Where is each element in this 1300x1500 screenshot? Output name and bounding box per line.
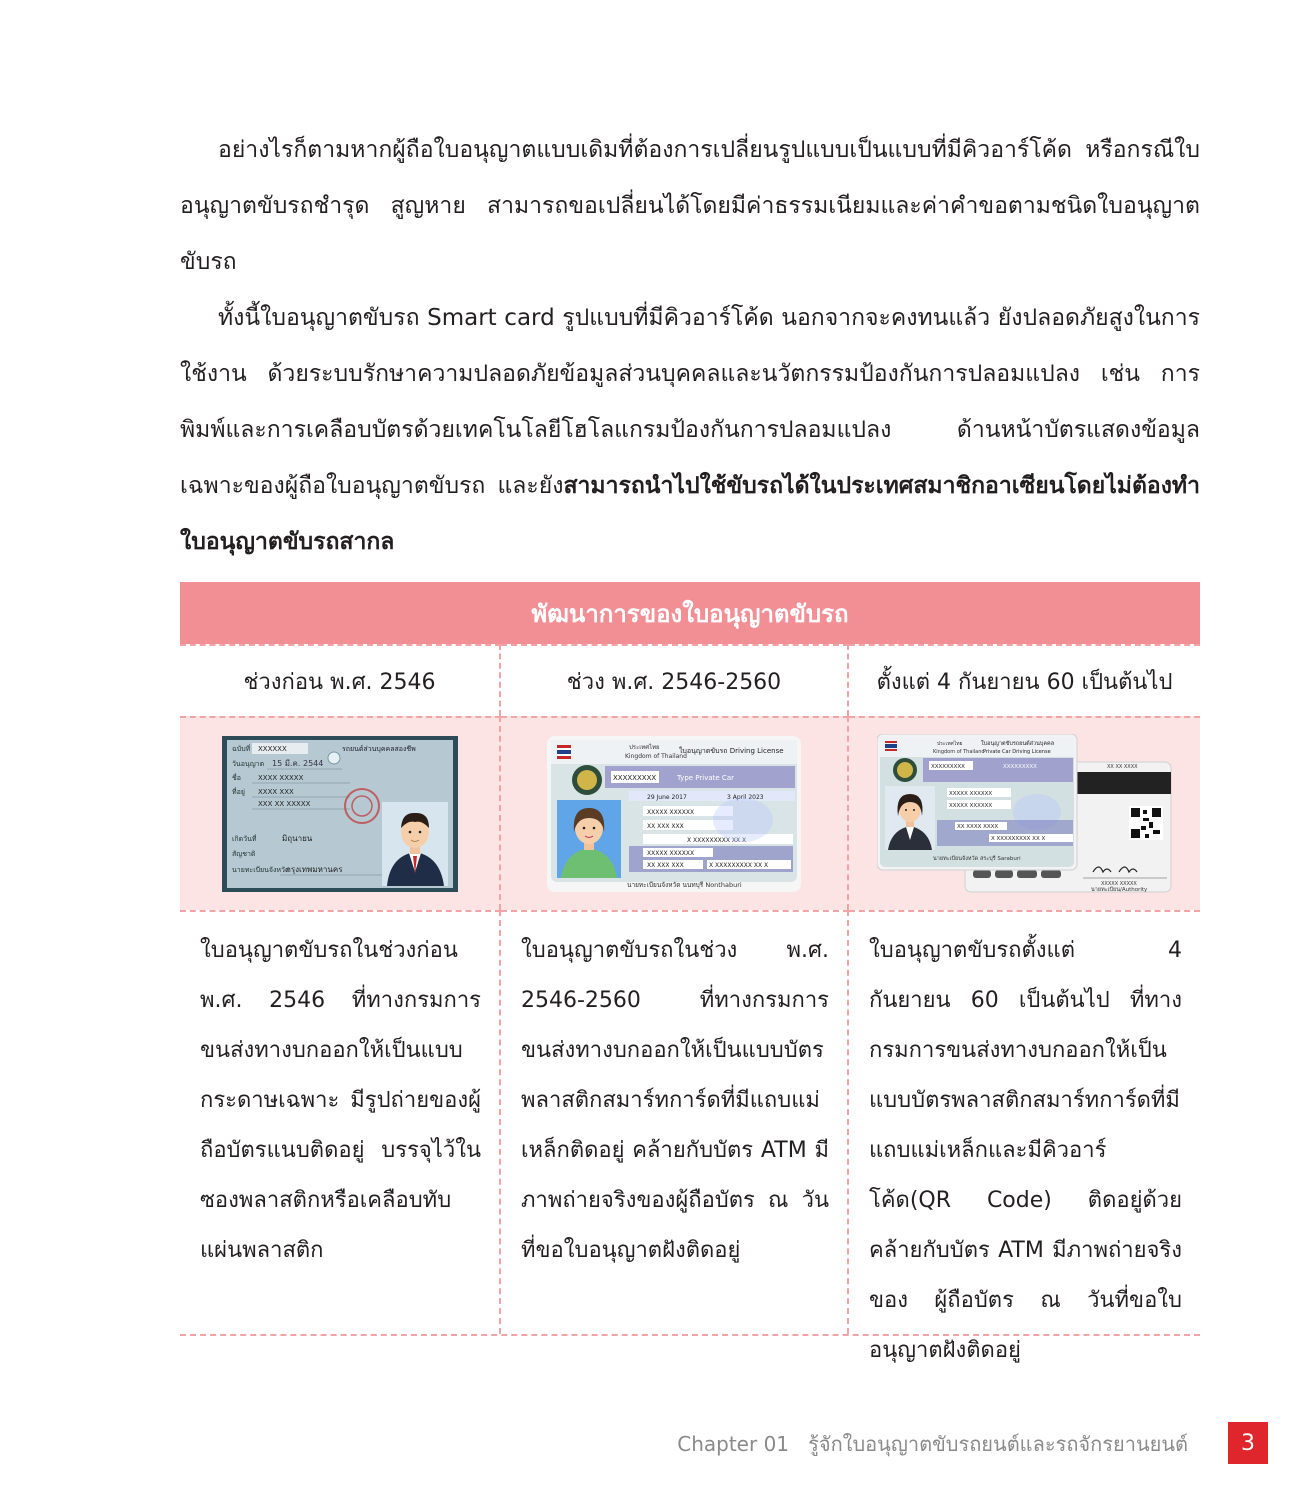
card2-country-en: Kingdom of Thailand — [625, 753, 687, 760]
card1-addr-1: XXXX XXX — [257, 788, 294, 796]
card3-license-en: Private Car Driving License — [982, 749, 1051, 755]
card3-no-value: XXXXXXXXX — [930, 764, 965, 770]
period-row — [180, 644, 1200, 716]
card3-no-value-2: XXXXXXXXX — [1002, 764, 1037, 770]
card2-mask4: XXXXX XXXXXX — [647, 850, 695, 857]
card3-country-en: Kingdom of Thailand — [932, 749, 985, 755]
description-3: ใบอนุญาตขับรถตั้งแต่ 4 กันยายน 60 เป็นต้นไป ที่ทางกรมการขนส่งทางบกออกให้เป็นแบบบัตรพลาสติกสมาร์ทการ์ดที่มีแถบแม่เหล็กและมีคิวอาร์โค้ด(QR Code) ติดอยู่ด้วย คล้ายกับบัตร ATM มีภาพถ่ายจริงของ ผู้ถือบัตร ณ วันที่ขอใบอนุญาตฝังติดอยู่ — [849, 910, 1200, 1334]
license-development-table — [180, 582, 1200, 1363]
table-bottom-border — [180, 1334, 1200, 1336]
table-title: พัฒนาการของใบอนุญาตขับรถ — [180, 582, 1200, 644]
image-cell-1 — [180, 716, 501, 910]
card2-no-value: XXXXXXXXX — [613, 774, 657, 782]
qr-smart-card-license-image — [877, 734, 1173, 894]
card1-no-label: ฉบับที่ — [231, 745, 250, 753]
card1-reg-value: กรุงเทพมหานคร — [285, 865, 342, 874]
image-cell-3 — [849, 716, 1200, 910]
card2-country-th: ประเทศไทย — [629, 744, 660, 751]
card1-addr-label: ที่อยู่ — [231, 788, 245, 796]
period-2: ช่วง พ.ศ. 2546-2560 — [501, 644, 849, 716]
qr-code-icon — [1129, 806, 1163, 840]
card2-reg: นายทะเบียนจังหวัด นนทบุรี Nonthaburi — [627, 881, 742, 889]
card2-mask1: XXXXX XXXXXX — [647, 809, 695, 816]
page-number-badge: 3 — [1228, 1422, 1268, 1464]
card3-authority: นายทะเบียน/Authority — [1090, 887, 1147, 893]
card3-mask2: XXXXX XXXXXX — [948, 803, 992, 809]
paragraph-2-bold: สามารถนำไปใช้ขับรถได้ในประเทศสมาชิกอาเซียนโดยไม่ต้องทำใบอนุญาตขับรถสากล — [180, 473, 1200, 555]
card3-mask4: X XXXXXXXXX XX X — [990, 836, 1045, 842]
card2-type: Type Private Car — [677, 774, 734, 782]
card2-mask3: X XXXXXXXXX XX X — [687, 837, 747, 844]
paragraph-2: ทั้งนี้ใบอนุญาตขับรถ Smart card รูปแบบที่มีคิวอาร์โค้ด นอกจากจะคงทนแล้ว ยังปลอดภัยสูงในการใช้งาน ด้วยระบบรักษาความปลอดภัยข้อมูลส่วนบุคคลและนวัตกรรมป้องกันการปลอมแปลง เช่น การพิมพ์และการเคลือบบัตรด้วยเทคโนโลยีโฮโลแกรมป้องกันการปลอมแปลง ด้านหน้าบัตรแสดงข้อมูลเฉพาะของผู้ถือใบอนุญาตขับรถ และยังสามารถนำไปใช้ขับรถได้ในประเทศสมาชิกอาเซียนโดยไม่ต้องทำใบอนุญาตขับรถสากล — [180, 305, 1200, 555]
card1-nat-label: สัญชาติ — [231, 850, 255, 858]
period-1: ช่วงก่อน พ.ศ. 2546 — [180, 644, 501, 716]
card3-back-mask2: XXXXX XXXXX — [1100, 881, 1137, 887]
card1-date-label: วันอนุญาต — [231, 760, 264, 768]
card1-name-value: XXXX XXXXX — [257, 774, 303, 782]
footer-title: รู้จักใบอนุญาตขับรถยนต์และรถจักรยานยนต์ — [808, 1432, 1188, 1456]
page-footer — [677, 1428, 1188, 1460]
card3-mask3: XX XXXX XXXX — [956, 824, 998, 830]
card2-mask6: X XXXXXXXXX XX X — [709, 862, 769, 869]
card1-name-label: ชื่อ — [231, 774, 241, 782]
card1-addr-2: XXX XX XXXXX — [257, 800, 310, 808]
description-2: ใบอนุญาตขับรถในช่วง พ.ศ. 2546-2560 ที่ทางกรมการขนส่งทางบกออกให้เป็นแบบบัตรพลาสติกสมาร์ทการ์ดที่มีแถบแม่เหล็กติดอยู่ คล้ายกับบัตร ATM มีภาพถ่ายจริงของผู้ถือบัตร ณ วันที่ขอใบอนุญาตฝังติดอยู่ — [501, 910, 849, 1334]
image-cell-2 — [501, 716, 849, 910]
card1-reg-label: นายทะเบียนจังหวัด — [231, 866, 290, 874]
description-row — [180, 910, 1200, 1363]
card3-back-mask: XX XX XXXX — [1106, 764, 1138, 770]
card1-date-value: 15 มี.ค. 2544 — [271, 759, 323, 768]
card2-expiry: 3 April 2023 — [727, 794, 764, 801]
description-1: ใบอนุญาตขับรถในช่วงก่อน พ.ศ. 2546 ที่ทางกรมการขนส่งทางบกออกให้เป็นแบบกระดาษเฉพาะ มีรูปถ่ายของผู้ถือบัตรแนบติดอยู่ บรรจุไว้ในซองพลาสติกหรือเคลือบทับแผ่นพลาสติก — [180, 910, 501, 1334]
card1-birth-label: เกิดวันที่ — [231, 835, 257, 843]
paper-license-image — [222, 736, 458, 892]
image-row — [180, 716, 1200, 910]
period-3: ตั้งแต่ 4 กันยายน 60 เป็นต้นไป — [849, 644, 1200, 716]
card2-mask2: XX XXX XXX — [647, 823, 684, 830]
card2-license-label: ใบอนุญาตขับรถ Driving License — [679, 747, 784, 755]
paragraph-1: อย่างไรก็ตามหากผู้ถือใบอนุญาตแบบเดิมที่ต้องการเปลี่ยนรูปแบบเป็นแบบที่มีคิวอาร์โค้ด หรือกรณีใบอนุญาตขับรถชำรุด สูญหาย สามารถขอเปลี่ยนได้โดยมีค่าธรรมเนียมและค่าคำขอตามชนิดใบอนุญาตขับรถ — [180, 137, 1200, 275]
card2-issue: 29 June 2017 — [647, 794, 687, 801]
card3-country-th: ประเทศไทย — [936, 741, 962, 747]
card3-mask1: XXXXX XXXXXX — [948, 791, 992, 797]
smart-card-license-image — [547, 736, 801, 892]
card1-no-value: XXXXXX — [257, 745, 287, 753]
footer-chapter: Chapter 01 — [677, 1432, 790, 1456]
card2-mask5: XX XXX XXX — [647, 862, 684, 869]
card3-reg: นายทะเบียนจังหวัด สระบุรี Saraburi — [932, 856, 1021, 862]
body-text — [180, 122, 1200, 570]
card1-header: รถยนต์ส่วนบุคคลสองชีพ — [341, 745, 416, 753]
card1-birth-value: มิถุนายน — [281, 834, 312, 843]
card3-license-th: ใบอนุญาตขับรถยนต์ส่วนบุคคล — [980, 741, 1054, 747]
